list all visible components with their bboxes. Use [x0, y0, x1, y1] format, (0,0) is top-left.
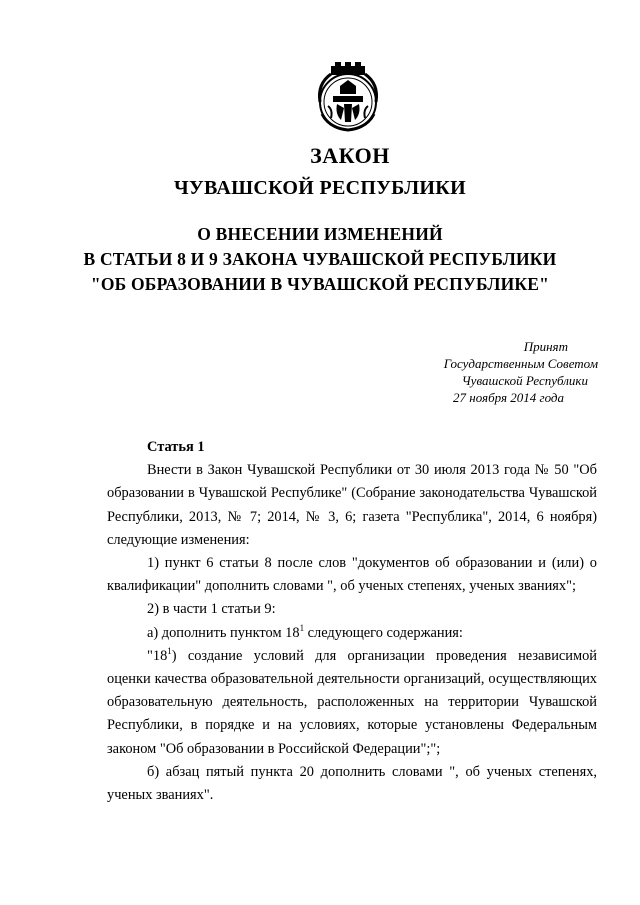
article-body: [107, 436, 597, 807]
adoption-line-1: Принят: [523, 339, 568, 354]
adoption-date: 27 ноября 2014 года: [453, 390, 564, 405]
law-title: ЗАКОН: [310, 143, 390, 168]
law-subject-line-1: О ВНЕСЕНИИ ИЗМЕНЕНИЙ: [197, 224, 443, 244]
adoption-line-3: Чувашской Республики: [461, 373, 588, 388]
adoption-note: [380, 338, 600, 406]
law-subject-line-3: "ОБ ОБРАЗОВАНИИ В ЧУВАШСКОЙ РЕСПУБЛИКЕ": [90, 274, 550, 294]
superscript-1: 1: [167, 645, 172, 656]
article-item-1: 1) пункт 6 статьи 8 после слов "документов об образовании и (или) о квалификации" дополнить словами ", об ученых степенях, ученых званиях";: [107, 555, 597, 595]
superscript-1: 1: [299, 622, 305, 633]
article-item-2b: б) абзац пятый пункта 20 дополнить словами ", об ученых степенях, ученых званиях".: [107, 763, 597, 804]
adoption-line-2: Государственным Советом: [443, 356, 598, 371]
article-item-2a: а) дополнить пунктом $18^1$ следующего содержания:: [147, 622, 463, 641]
article-paragraph-1: Внести в Закон Чувашской Республики от 30 июля 2013 года № 50 "Об образовании в Чувашской Республике" (Собрание законодательства Чувашской Республики, 2013, № 7; 2014, № 3, 6; газета "Республика", 2014, 6 ноября) следующие изменения:: [107, 462, 597, 548]
article-quoted-point: "$18^1$) создание условий для организации проведения независимой оценки качества образовательной деятельности организаций, осуществляющих образовательную деятельность, расположенных на территории Чувашской Республики, в порядке и на условиях, которые установлены Федеральным законом "Об образовании в Российской Федерации";";: [107, 645, 597, 757]
law-republic-title: ЧУВАШСКОЙ РЕСПУБЛИКИ: [174, 177, 466, 199]
chuvash-coat-of-arms-emblem: [311, 62, 385, 134]
article-heading: Статья 1: [147, 439, 205, 455]
article-item-2: 2) в части 1 статьи 9:: [147, 601, 276, 618]
law-subject-line-2: В СТАТЬИ 8 И 9 ЗАКОНА ЧУВАШСКОЙ РЕСПУБЛИКИ: [83, 249, 557, 269]
